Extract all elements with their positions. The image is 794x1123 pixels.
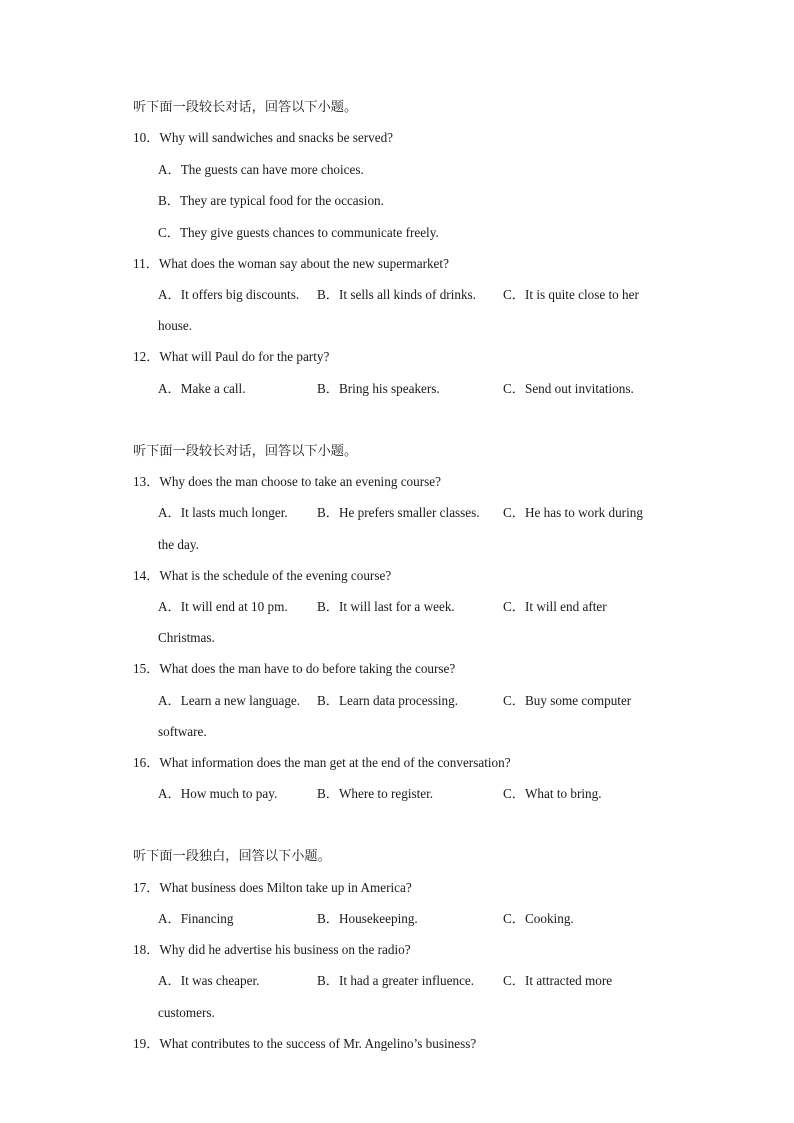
option-label: C．: [503, 599, 525, 614]
question-text: Why does the man choose to take an evening course?: [159, 474, 441, 489]
question-19: [133, 1036, 476, 1052]
question-text: What contributes to the success of Mr. Angelino’s business?: [159, 1036, 477, 1051]
option-text: What to bring.: [524, 786, 602, 801]
question-number: 12．: [133, 349, 160, 364]
question-text: Why will sandwiches and snacks be served?: [159, 130, 394, 145]
question-number: 10．: [133, 130, 160, 145]
option-b[interactable]: [317, 381, 440, 397]
option-label: C．: [503, 911, 525, 926]
option-label: A．: [158, 162, 181, 177]
option-label: A．: [158, 693, 181, 708]
option-label: C．: [503, 693, 525, 708]
option-text: It will last for a week.: [338, 599, 455, 614]
option-label: A．: [158, 911, 181, 926]
option-a[interactable]: [158, 599, 288, 615]
option-label: B．: [317, 381, 339, 396]
option-c[interactable]: [503, 693, 631, 709]
option-text: Learn a new language.: [180, 693, 301, 708]
option-label: C．: [503, 381, 525, 396]
option-text: It is quite close to her: [524, 287, 639, 302]
option-a[interactable]: [158, 786, 277, 802]
option-text: Cooking.: [524, 911, 574, 926]
question-17: [133, 880, 412, 896]
option-text: They are typical food for the occasion.: [179, 193, 384, 208]
question-13: [133, 474, 441, 490]
option-label: C．: [503, 973, 525, 988]
option-text: Housekeeping.: [338, 911, 418, 926]
option-label: B．: [317, 973, 339, 988]
option-b[interactable]: [317, 786, 433, 802]
question-text: What business does Milton take up in America?: [159, 880, 412, 895]
option-text: Where to register.: [338, 786, 434, 801]
option-c[interactable]: [503, 911, 574, 927]
option-label: B．: [317, 786, 339, 801]
option-c[interactable]: [503, 973, 612, 989]
section-header: 听下面一段较长对话，回答以下小题。: [133, 99, 358, 114]
option-label: B．: [317, 287, 339, 302]
question-12: [133, 349, 329, 365]
option-label: B．: [158, 193, 180, 208]
option-a[interactable]: [158, 162, 364, 178]
option-label: A．: [158, 786, 181, 801]
option-a[interactable]: [158, 911, 233, 927]
option-continuation: house.: [158, 318, 193, 333]
option-c[interactable]: [503, 381, 634, 397]
option-continuation: Christmas.: [158, 630, 215, 645]
question-11: [133, 256, 449, 272]
option-text: Make a call.: [180, 381, 246, 396]
option-b[interactable]: [317, 911, 418, 927]
option-text: It sells all kinds of drinks.: [338, 287, 476, 302]
option-text: Financing: [180, 911, 234, 926]
option-label: A．: [158, 973, 181, 988]
option-text: It attracted more: [524, 973, 613, 988]
option-b[interactable]: [317, 693, 458, 709]
option-label: B．: [317, 505, 339, 520]
option-b[interactable]: [317, 599, 455, 615]
option-label: A．: [158, 287, 181, 302]
option-text: Send out invitations.: [524, 381, 634, 396]
question-number: 14．: [133, 568, 160, 583]
option-label: C．: [503, 505, 525, 520]
option-a[interactable]: [158, 287, 299, 303]
option-text: Bring his speakers.: [338, 381, 440, 396]
option-text: It offers big discounts.: [180, 287, 300, 302]
option-c[interactable]: [503, 786, 602, 802]
option-b[interactable]: [317, 505, 480, 521]
question-18: [133, 942, 411, 958]
question-number: 17．: [133, 880, 160, 895]
option-c[interactable]: [503, 505, 643, 521]
question-text: What does the woman say about the new supermarket?: [158, 256, 449, 271]
question-text: What information does the man get at the end of the conversation?: [159, 755, 511, 770]
option-c[interactable]: [158, 225, 439, 241]
option-text: How much to pay.: [180, 786, 278, 801]
option-text: It lasts much longer.: [180, 505, 288, 520]
section-header: 听下面一段较长对话，回答以下小题。: [133, 443, 358, 458]
option-label: A．: [158, 599, 181, 614]
question-10: [133, 130, 393, 146]
option-label: C．: [158, 225, 180, 240]
question-number: 11．: [133, 256, 159, 271]
option-c[interactable]: [503, 287, 639, 303]
option-label: A．: [158, 381, 181, 396]
option-text: He has to work during: [524, 505, 643, 520]
question-number: 19．: [133, 1036, 160, 1051]
option-text: They give guests chances to communicate freely.: [179, 225, 439, 240]
option-text: Learn data processing.: [338, 693, 458, 708]
option-label: C．: [503, 786, 525, 801]
option-continuation: the day.: [158, 537, 199, 552]
question-number: 16．: [133, 755, 160, 770]
option-label: C．: [503, 287, 525, 302]
option-a[interactable]: [158, 505, 288, 521]
option-b[interactable]: [158, 193, 384, 209]
option-b[interactable]: [317, 973, 474, 989]
option-continuation: customers.: [158, 1005, 215, 1020]
option-text: It will end after: [524, 599, 607, 614]
option-c[interactable]: [503, 599, 607, 615]
option-text: It had a greater influence.: [338, 973, 475, 988]
option-a[interactable]: [158, 381, 246, 397]
option-label: B．: [317, 911, 339, 926]
question-text: What does the man have to do before taking the course?: [159, 661, 456, 676]
option-b[interactable]: [317, 287, 476, 303]
option-label: B．: [317, 599, 339, 614]
option-a[interactable]: [158, 973, 259, 989]
question-16: [133, 755, 511, 771]
option-text: He prefers smaller classes.: [338, 505, 480, 520]
question-number: 18．: [133, 942, 160, 957]
question-text: What is the schedule of the evening course?: [159, 568, 392, 583]
option-label: B．: [317, 693, 339, 708]
option-text: Buy some computer: [524, 693, 632, 708]
option-text: It was cheaper.: [180, 973, 260, 988]
section-header: 听下面一段独白，回答以下小题。: [133, 848, 331, 863]
option-text: It will end at 10 pm.: [180, 599, 288, 614]
option-text: The guests can have more choices.: [180, 162, 364, 177]
question-text: What will Paul do for the party?: [159, 349, 330, 364]
option-label: A．: [158, 505, 181, 520]
question-14: [133, 568, 391, 584]
option-continuation: software.: [158, 724, 207, 739]
question-number: 15．: [133, 661, 160, 676]
question-number: 13．: [133, 474, 160, 489]
question-15: [133, 661, 455, 677]
option-a[interactable]: [158, 693, 300, 709]
question-text: Why did he advertise his business on the radio?: [159, 942, 411, 957]
